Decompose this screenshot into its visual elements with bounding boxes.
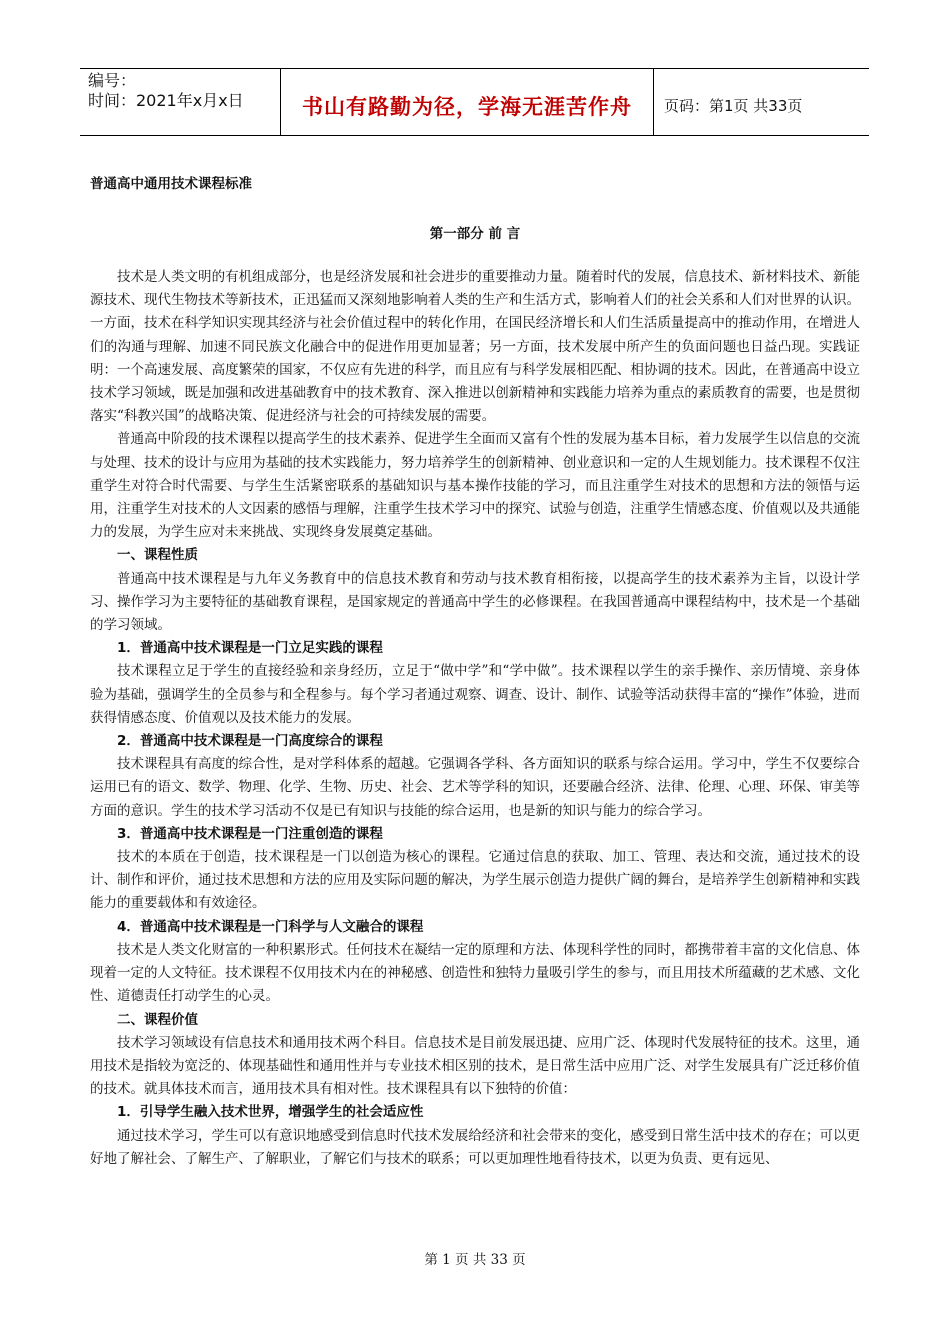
body-paragraph: 技术课程立足于学生的直接经验和亲身经历，立足于“做中学”和“学中做”。技术课程以学生的亲手操作、亲历情境、亲身体验为基础，强调学生的全员参与和全程参与。每个学习者通过观察、调查、设计、制作、试验等活动获得丰富的“操作”体验，进而获得情感态度、价值观以及技术能力的发展。	[90, 663, 860, 726]
section-heading: 4．普通高中技术课程是一门科学与人文融合的课程	[117, 918, 424, 935]
motto-text: 书山有路勤为径，学海无涯苦作舟	[302, 95, 632, 119]
header-page-cell	[654, 69, 869, 135]
header-table	[80, 68, 869, 136]
document-title: 普通高中通用技术课程标准	[90, 176, 252, 192]
header-meta-cell	[80, 69, 281, 135]
section-heading: 1．引导学生融入技术世界，增强学生的社会适应性	[117, 1104, 424, 1121]
page-info: 页码：第1页 共33页	[664, 97, 803, 115]
section-heading: 一、课程性质	[117, 547, 198, 564]
body-paragraph: 技术的本质在于创造，技术课程是一门以创造为核心的课程。它通过信息的获取、加工、管理、表达和交流，通过技术的设计、制作和评价，通过技术思想和方法的应用及实际问题的解决，为学生展示创造力提供广阔的舞台，是培养学生创新精神和实践能力的重要载体和有效途径。	[90, 849, 860, 912]
part-title: 第一部分 前 言	[429, 226, 521, 242]
section-heading: 二、课程价值	[117, 1011, 198, 1028]
body-paragraph: 普通高中阶段的技术课程以提高学生的技术素养、促进学生全面而又富有个性的发展为基本目标，着力发展学生以信息的交流与处理、技术的设计与应用为基础的技术实践能力，努力培养学生的创新精神、创业意识和一定的人生规划能力。技术课程不仅注重学生对符合时代需要、与学生生活紧密联系的基础知识与基本操作技能的学习，而且注重学生对技术的思想和方法的领悟与运用，注重学生对技术的人文因素的感悟与理解，注重学生技术学习中的探究、试验与创造，注重学生情感态度、价值观以及共通能力的发展，为学生应对未来挑战、实现终身发展奠定基础。	[90, 431, 860, 541]
body-paragraph: 技术是人类文化财富的一种积累形式。任何技术在凝结一定的原理和方法、体现科学性的同时，都携带着丰富的文化信息、体现着一定的人文特征。技术课程不仅用技术内在的神秘感、创造性和独特力量吸引学生的参与，而且用技术所蕴藏的艺术感、文化性、道德责任打动学生的心灵。	[90, 941, 860, 1005]
page-footer: 第 1 页 共 33 页	[424, 1252, 526, 1268]
body-paragraph: 普通高中技术课程是与九年义务教育中的信息技术教育和劳动与技术教育相衔接，以提高学生的技术素养为主旨，以设计学习、操作学习为主要特征的基础教育课程，是国家规定的普通高中学生的必修课程。在我国普通高中课程结构中，技术是一个基础的学习领域。	[90, 570, 860, 634]
body-paragraph: 技术课程具有高度的综合性，是对学科体系的超越。它强调各学科、各方面知识的联系与综合运用。学习中，学生不仅要综合运用已有的语文、数学、物理、化学、生物、历史、社会、艺术等学科的知识，还要融合经济、法律、伦理、心理、环保、审美等方面的意识。学生的技术学习活动不仅是已有知识与技能的综合运用，也是新的知识与能力的综合学习。	[90, 756, 860, 819]
body-paragraph: 技术是人类文明的有机组成部分，也是经济发展和社会进步的重要推动力量。随着时代的发展，信息技术、新材料技术、新能源技术、现代生物技术等新技术，正迅猛而又深刻地影响着人类的生产和生活方式，影响着人们的社会关系和人们对世界的认识。一方面，技术在科学知识实现其经济与社会价值过程中的转化作用，在国民经济增长和人们生活质量提高中的推动作用，在增进人们的沟通与理解、加速不同民族文化融合中的促进作用更加显著；另一方面，技术发展中所产生的负面问题也日益凸现。实践证明：一个高速发展、高度繁荣的国家，不仅应有先进的科学，而且应有与科学发展相匹配、相协调的技术。因此，在普通高中设立技术学习领域，既是加强和改进基础教育中的技术教育、深入推进以创新精神和实践能力培养为重点的素质教育的需要，也是贯彻落实“科教兴国”的战略决策、促进经济与社会的可持续发展的需要。	[90, 269, 860, 425]
document-time-label: 时间：2021年x月x日	[88, 91, 244, 110]
document-body	[90, 266, 860, 1171]
document-number-label: 编号：	[88, 71, 137, 90]
header-motto-cell	[281, 69, 654, 135]
section-heading: 3．普通高中技术课程是一门注重创造的课程	[117, 825, 383, 842]
section-heading: 1．普通高中技术课程是一门立足实践的课程	[117, 640, 383, 657]
section-heading: 2．普通高中技术课程是一门高度综合的课程	[117, 733, 383, 750]
body-paragraph: 通过技术学习，学生可以有意识地感受到信息时代技术发展给经济和社会带来的变化，感受到日常生活中技术的存在；可以更好地了解社会、了解生产、了解职业，了解它们与技术的联系；可以更加理性地看待技术，以更为负责、更有远见、	[90, 1127, 860, 1167]
body-paragraph: 技术学习领域设有信息技术和通用技术两个科目。信息技术是目前发展迅捷、应用广泛、体现时代发展特征的技术。这里，通用技术是指较为宽泛的、体现基础性和通用性并与专业技术相区别的技术，是日常生活中应用广泛、对学生发展具有广泛迁移价值的技术。就具体技术而言，通用技术具有相对性。技术课程具有以下独特的价值：	[90, 1034, 860, 1098]
